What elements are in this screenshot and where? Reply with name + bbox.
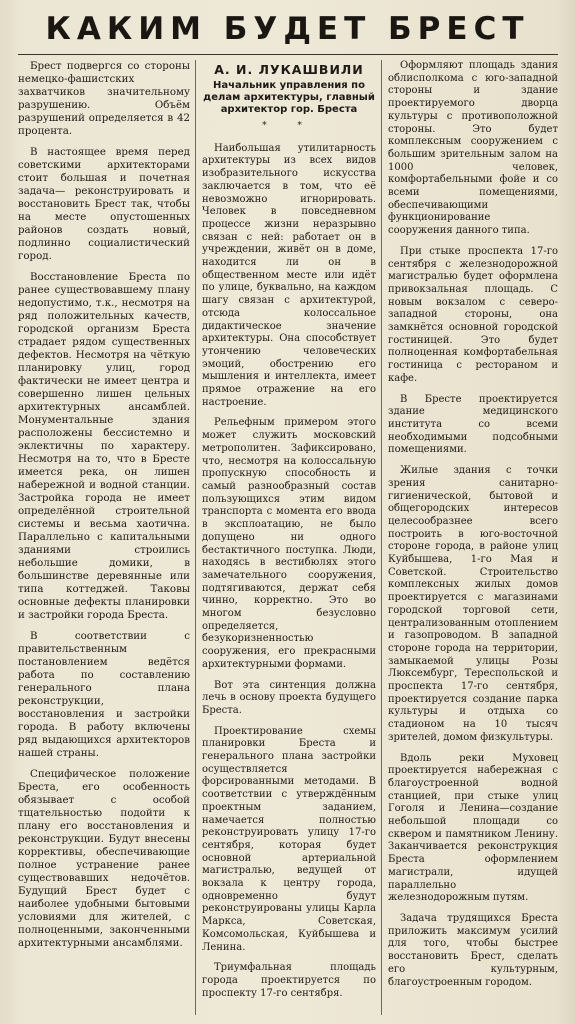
article-paragraph: Проектирование схемы планировки Бреста и генерального плана застройки осуществляется форсированными методами. В соответствии с утверждённым проектным заданием, намечается полностью реконструировать улицу 17-го сентября, которая будет основной артериальной магистралью, ведущей от вокзала к центру города, одновременно будут реконструированы улицы Карла Маркса, Советская, Комсомольская, Куйбышева и Ленина. — [202, 725, 376, 953]
column-1 — [18, 60, 190, 1020]
article-paragraph: Жилые здания с точки зрения санитарно-гигиенической, бытовой и общегородских интересов целесообразнее всего построить в юго-восточной стороне города, в районе улиц Куйбышева, 1-го Мая и Советской. Строительство комплексных жилых домов проектируется с магазинами городской торговой сети, централизованным отоплением и газопроводом. В западной стороне города на территории, замыкаемой улицы Розы Люксембург, Тереспольской и проспекта 17-го сентября, проектируется создание парка культуры и отдыха со стадионом на 10 тысяч зрителей, домом физкультуры. — [388, 465, 558, 743]
column-divider — [381, 60, 382, 1015]
article-paragraph: Наибольшая утилитарность архитектуры из всех видов изобразительного искусства заключается в том, что её невозможно игнорировать. Человек в повседневном процессе жизни неразрывно связан с ней: работает он в учреждении, живёт он в доме, находится ли он в общественном месте или идёт по улице, буквально, на каждом шагу связан с архитектурой, отсюда колоссальное дидактическое значение архитектуры. Она способствует утончению человеческих эмоций, обострению его мышления и интеллекта, имеет прямое отражение на его настроение. — [202, 142, 376, 408]
column-divider — [195, 60, 196, 1015]
author-name: А. И. ЛУКАШВИЛИ — [214, 62, 364, 77]
byline — [202, 60, 376, 133]
headline-rule — [18, 54, 558, 55]
article-paragraph: В настоящее время перед советскими архитекторами стоит большая и почетная задача— реконструировать и восстановить Брест так, чтобы на месте опустошенных районов создать новый, подлинно социалистический город. — [18, 146, 190, 262]
article-paragraph: В соответствии с правительственным постановлением ведётся работа по составлению генерального плана реконструкции, восстановления и застройки города. В работу включены ряд выдающихся архитекторов нашей страны. — [18, 630, 190, 759]
article-paragraph: Оформляют площадь здания облисполкома с юго-западной стороны и здание проектируемого дворца культуры с противоположной стороны. Это будет комплексным сооружением с большим зрительным залом на 1000 человек, комфортабельными фойе и со всеми помещениями, обеспечивающими функционирование сооружения данного типа. — [388, 60, 558, 237]
article-paragraph: Вдоль реки Муховец проектируется набережная с благоустроенной водной станцией, при стыке улиц Гоголя и Ленина—создание небольшой площади со сквером и памятником Ленину. Заканчивается реконструкция Бреста оформлением магистрали, идущей параллельно железнодорожным путям. — [388, 752, 558, 904]
article-paragraph: Вот эта синтенция должна лечь в основу проекта будущего Бреста. — [202, 679, 376, 716]
article-paragraph: Специфическое положение Бреста, его особенность обязывает с особой тщательностью подойти к плану его восстановления и реконструкции. Будут внесены коррективы, обеспечивающие полное устранение ранее существовавших недочётов. Будущий Брест будет с наиболее удобными бытовыми условиями для жителей, с полноценными, законченными архитектурными ансамблями. — [18, 768, 190, 949]
article-paragraph: В Бресте проектируется здание медицинского института со всеми необходимыми подсобными помещениями. — [388, 393, 558, 456]
article-paragraph: При стыке проспекта 17-го сентября с железнодорожной магистралью будет оформлена привокзальная площадь. С новым вокзалом с северо-западной стороны, она замкнётся основной городской гостиницей. Это будет полноценная комфортабельная гостиница с рестораном и кафе. — [388, 245, 558, 384]
article-paragraph: Задача трудящихся Бреста приложить максимум усилий для того, чтобы быстрее восстановить Брест, сделать его культурным, благоустроенным городом. — [388, 913, 558, 988]
column-3 — [388, 60, 558, 1020]
author-position: Начальник управления по делам архитектуры, главный архитектор гор. Бреста — [203, 80, 375, 115]
article-paragraph: Триумфальная площадь города проектируется по проспекту 17-го сентября. — [202, 962, 376, 999]
article-paragraph: Восстановление Бреста по ранее существовавшему плану недопустимо, т.к., несмотря на ряд положительных качеств, городской организм Бреста страдает рядом существенных дефектов. Несмотря на чёткую планировку улиц, город фактически не имеет центра и совершенно лишен цельных архитектурных ансамблей. Монументальные здания расположены бессистемно и эклектичны по характеру. Несмотря на то, что в Бресте имеется река, он лишен набережной и водной станции. Застройка города не имеет определённой строительной системы и весьма хаотична. Параллельно с капитальными зданиями строились небольшие домики, в большинстве деревянные или типа коттеджей. Таковы основные дефекты планировки и застройки города Бреста. — [18, 271, 190, 621]
section-stars: * * — [262, 121, 316, 131]
article-paragraph: Брест подвергся со стороны немецко-фашистских захватчиков значительному разрушению. Объём разрушений определяется в 42 процента. — [18, 60, 190, 137]
article-paragraph: Рельефным примером этого может служить московский метрополитен. Зафиксировано, что, несмотря на колоссальную пропускную способность и самый разнообразный состав пользующихся этим видом транспорта с момента его ввода в эксплоатацию, не было допущено ни одного бестактичного поступка. Люди, находясь в вестибюлях этого замечательного сооружения, подтягиваются, держат себя чинно, корректно. Это во многом безусловно определяется, безукоризненностью сооружения, его прекрасными архитектурными формами. — [202, 417, 376, 670]
column-2 — [202, 60, 376, 1020]
headline: КАКИМ БУДЕТ БРЕСТ — [45, 11, 530, 47]
